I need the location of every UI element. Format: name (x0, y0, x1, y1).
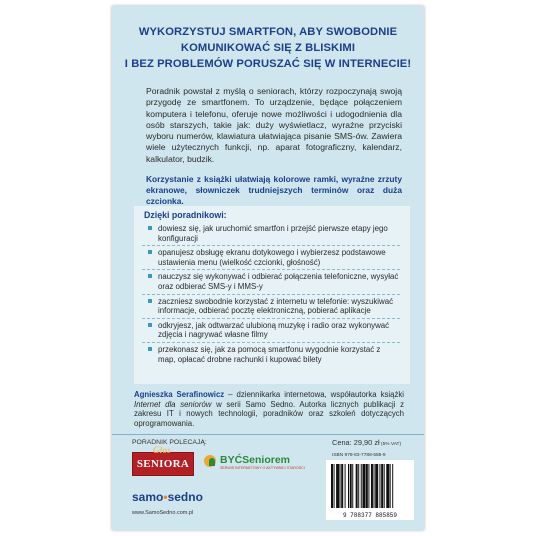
intro-paragraph: Poradnik powstał z myślą o seniorach, którzy rozpoczynają swoją przygodę ze smartfonem. To urządzenie, będące połączeniem komputera i telefonu, oferuje nowe możliwości i udogodnienia dla osób starszych, takie jak: duży wyświetlacz, wyraźne przyciski wyboru numerów, klawiatura ułatwiająca pisanie SMS-ów. Zawiera wiele użytecznych funkcji, np. aparat fotograficzny, kalendarz, kalkulator, budzik. (146, 86, 402, 164)
barcode-bar (352, 464, 353, 508)
barcode-bar (384, 464, 385, 508)
benefit-item: odkryjesz, jak odtwarzać ulubioną muzykę i radio oraz wykonywać zdjęcia i nagrywać własne filmy (142, 319, 400, 343)
benefit-item: nauczysz się wykonywać i odbierać połączenia telefoniczne, wysyłać oraz odbierać SMS-y i MMS-y (142, 270, 400, 294)
author-bio-part-2: w serii Samo Sedno. Autorka licznych publikacji z zakresu IT i nowych technologii, poradników oraz szkoleń dotyczących oprogramowania. (134, 399, 404, 428)
barcode-bars (326, 460, 414, 520)
barcode-bar (336, 464, 339, 508)
publisher-logo (132, 490, 203, 504)
byc-seniorem-name: BYĆSeniorem (220, 454, 291, 466)
headline-line-2: KOMUNIKOWAĆ SIĘ Z BLISKIMI (180, 42, 356, 54)
barcode-bar (340, 464, 341, 508)
author-name: Agnieszka Serafinowicz (134, 390, 225, 399)
barcode-bar (358, 464, 359, 508)
benefit-item: zaczniesz swobodnie korzystać z internetu w telefonie: wyszukiwać informacje, odbierać pocztę elektroniczną, pobierać aplikacje (142, 295, 400, 319)
barcode-bar (341, 464, 343, 508)
book-back-cover (112, 6, 424, 530)
barcode-bar (371, 464, 373, 508)
footer-divider (112, 434, 424, 435)
headline-line-3: I BEZ PROBLEMÓW PORUSZAĆ SIĘ W INTERNECIE! (124, 58, 412, 70)
barcode (326, 460, 414, 520)
barcode-bar (348, 464, 349, 508)
publisher-dot: • (163, 490, 168, 504)
author-bio-part-1: – dziennikarka internetowa, współautorka książki (224, 390, 404, 399)
barcode-bar (350, 464, 352, 508)
benefits-list (142, 222, 400, 366)
price (332, 438, 401, 447)
barcode-bar (381, 464, 383, 508)
price-vat: (5% VAT) (379, 442, 402, 447)
benefit-item: przekonasz się, jak za pomocą smartfonu wygodnie korzystać z map, opłacać drobne rachunki i kupować bilety (142, 343, 400, 366)
benefits-panel (134, 206, 410, 384)
barcode-bar (334, 464, 335, 508)
byc-seniorem-icon (204, 455, 216, 467)
barcode-bar (361, 464, 362, 508)
benefits-title: Dzięki poradnikowi: (144, 210, 227, 220)
headline-line-1: WYKORZYSTUJ SMARTFON, ABY SWOBODNIE (138, 26, 398, 38)
author-book-title: Internet dla seniorów (134, 399, 212, 409)
byc-seniorem-sub: SERWIS INTERNETOWY O AKTYWNEJ STAROŚCI (220, 466, 305, 470)
barcode-bar (356, 464, 358, 508)
benefit-item: dowiesz się, jak uruchomić smartfon i przejść pierwsze etapy jego konfiguracji (142, 222, 400, 246)
features-paragraph: Korzystanie z książki ułatwiają kolorowe ramki, wyraźne zrzuty ekranowe, słowniczek trudniejszych terminów oraz duża czcionka. (146, 174, 402, 206)
barcode-bar (366, 464, 368, 508)
barcode-bar (368, 464, 369, 508)
benefit-item: opanujesz obsługę ekranu dotykowego i wybierzesz podstawowe ustawienia menu (wielkość czcionki, głośność) (142, 246, 400, 270)
price-value: Cena: 29,90 zł (332, 438, 380, 447)
barcode-bar (392, 464, 393, 508)
recommend-label: PORADNIK POLECAJĄ: (132, 439, 207, 446)
barcode-bar (331, 464, 333, 508)
barcode-bar (345, 464, 346, 508)
barcode-digits: 9 788377 885859 (342, 512, 398, 519)
barcode-bar (386, 464, 389, 508)
publisher-part-a: samo (132, 490, 164, 504)
publisher-part-b: sedno (167, 490, 203, 504)
barcode-bar (379, 464, 380, 508)
barcode-bar (374, 464, 375, 508)
barcode-bar (362, 464, 365, 508)
barcode-bar (375, 464, 378, 508)
barcode-bar (390, 464, 391, 508)
headline (124, 24, 412, 72)
publisher-website: www.SamoSedno.com.pl (132, 510, 194, 516)
glos-script: Głos (153, 445, 172, 455)
author-bio (134, 390, 404, 428)
glos-name: SENIORA (136, 458, 190, 470)
isbn: ISBN 978-83-7788-585-9 (332, 453, 386, 458)
glos-seniora-logo (132, 445, 194, 476)
